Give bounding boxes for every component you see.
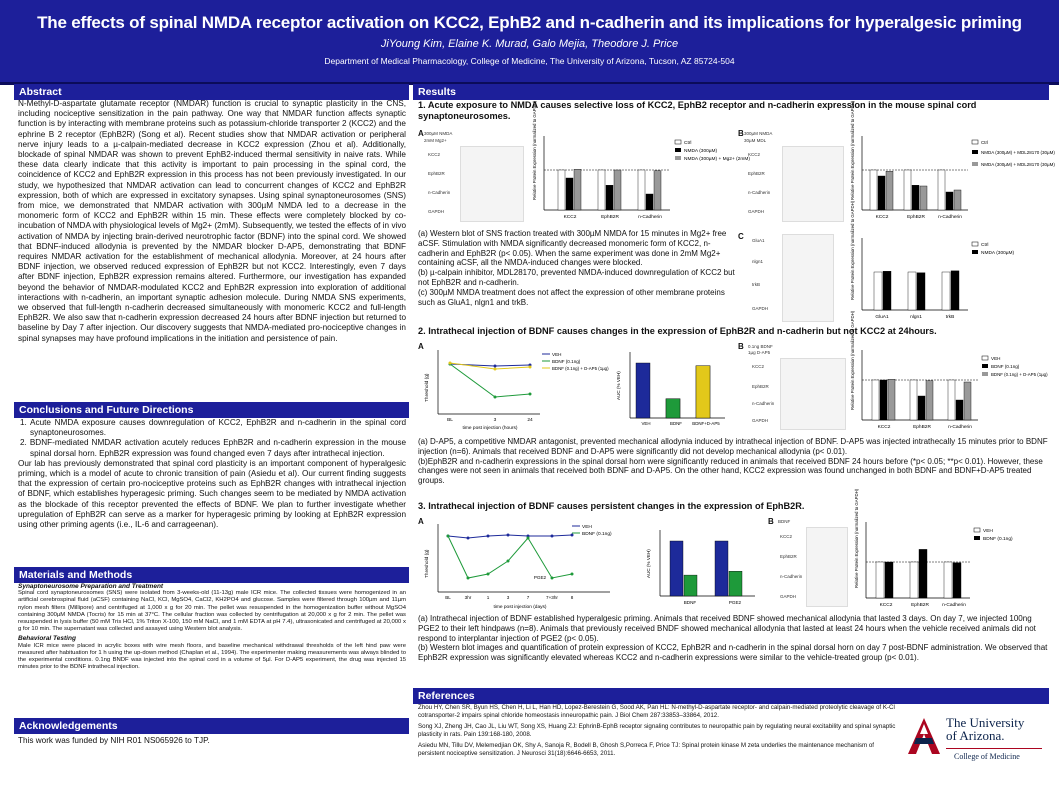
fig1a-row-mg: 2mM Mg2+ [424, 138, 447, 143]
references-heading: References [413, 688, 1049, 704]
fig1a-legend-ctrl: Ctrl [684, 141, 692, 146]
fig1b-blot-kcc2: KCC2 [748, 152, 761, 157]
fig1b-cat-kcc2: KCC2 [875, 215, 889, 220]
fig2a-bdnf-series-pt-2 [529, 393, 532, 396]
fig1b-legend-ctrl: Ctrl [981, 140, 988, 145]
cap2b: (b)EphB2R and n-cadherin expressions in the spinal dorsal horn were significantly reduced in animals that received BDNF 24 hours before (*p< 0.05; **p< 0.01). However, these changes were not seen in animals that received both BDNF and D-AP5. On the other hand, KCC2 expression was found unchanged in both BDNF and BDNF+D-AP5 treated groups. [418, 456, 1043, 486]
fig1c-legend-ctrl-swatch [972, 242, 978, 246]
f1bbars-bar-0-0 [870, 170, 877, 210]
methods-body [18, 583, 406, 671]
fig2a-xtick-24: 24 [527, 418, 533, 423]
f3auc-bar-1-1 [729, 571, 742, 596]
fig1a-legend-nmda-swatch [675, 148, 681, 152]
fig3b-blot [806, 527, 848, 607]
f1cbars-bar-2-1 [951, 271, 959, 310]
fig2b-blot-kcc2: KCC2 [752, 364, 765, 369]
fig3b-cat-ephb2r: EphB2R [911, 603, 929, 608]
fig3a-xtick-0: BL [445, 595, 451, 600]
fig1a-blot-gapdh: GAPDH [428, 209, 445, 214]
results-h3: 3. Intrathecal injection of BDNF causes persistent changes in the expression of EphB2R. [418, 501, 805, 511]
fig2b-blot-ephb2r: EphB2R [752, 384, 769, 389]
poster-authors: JiYoung Kim, Elaine K. Murad, Galo Mejia, Theodore J. Price [380, 38, 679, 50]
cap1a: (a) Western blot of SNS fraction treated with 300µM NMDA for 15 minutes in Mg2+ free aCSF. Stimulation with NMDA significantly decreased monomeric form of KCC2, n-cadherin and EphB2R (p< 0.05). When the same experiment was done in 2mM Mg2+ containing aCSF, all the NMDA-induced changes were blocked. [418, 229, 727, 268]
f3bbars-bar-1-1 [919, 549, 927, 598]
fig1a-legend-mg: NMDA (300µM) + Mg2+ (2mM) [684, 157, 750, 162]
fig1c-cat-nlgn1: nlgn1 [910, 315, 922, 320]
fig2b-blot-gapdh: GAPDH [752, 418, 769, 423]
f1abars-bar-0-1 [566, 178, 573, 210]
fig3b-chart [852, 488, 1048, 612]
ack-text: This work was funded by NIH R01 NS065926 to TJP. [18, 736, 210, 745]
fig3a-veh-series-pt-1 [467, 537, 470, 540]
f3bbars-bar-1-0 [910, 562, 918, 598]
fig1c-bars [874, 271, 959, 310]
methods-text2: Male ICR mice were placed in acrylic boxes with wire mesh floors, and baseline mechanical withdrawal thresholds of the left hind paw were measured after habituation for 1 h using the up-down method (Chaplan et al., 1994). The experimenter making measurements was always blinded to the experimental conditions. 0.1ng BNDF was injected into the spinal cord in a volume of 5µl. For D-AP5 experiment, the drug was injected 15 minutes prior to the BDNF intrathecal injection. [18, 642, 406, 671]
fig3b-cat-ncad: n-Cadherin [942, 603, 966, 608]
fig1b-row-mdl: 30µM MDL [744, 138, 767, 143]
fig2a-bdnf-series [450, 364, 530, 397]
fig2-caption [418, 437, 1048, 486]
conclusion-item-2: 2. BDNF-mediated NMDAR activation acutely reduces EphB2R and n-cadherin expression in the mouse spinal dorsal horn. EphB2R expression was found changed even 7 days after intrathecal injection. [20, 438, 406, 458]
f3auc-bar-0-1 [684, 575, 697, 596]
conclusion-item-2-text: BDNF-mediated NMDAR activation acutely reduces EphB2R and n-cadherin expression in the mouse spinal dorsal horn. EphB2R expression was found changed even 7 days after intrathecal injection. [29, 438, 406, 458]
f1abars-bar-2-2 [654, 171, 661, 210]
reference-1: Zhou HY, Chen SR, Byun HS, Chen H, Li L, Han HD, Lopez-Berestein G, Sood AK, Pan HL: N-methyl-D-aspartate receptor- and calpain-mediated proteolytic cleavage of K-Cl cotransporter-2 impairs spinal chloride homeostasis inneuropathic pain. J Biol Chem 287:33853–33864, 2012. [418, 704, 895, 719]
fig1b-chart [848, 100, 1055, 228]
fig1-caption [418, 229, 738, 307]
cap3a: (a) Intrathecal injection of BDNF established hyperalgesic priming. Animals that received BDNF showed mechanical allodynia that lasted 3 days. On day 7, we injected 100ng PGE2 to their left hindpaws (n=8). Animals that previously received BNDF showed mechanical allodynia that lasted at least 24 hours when the vehicle received animals did not respond to interplantar injection of PGE2 (p< 0.05). [418, 614, 1036, 643]
logo-line1: The University [946, 715, 1025, 730]
conclusions-heading: Conclusions and Future Directions [14, 402, 409, 418]
f1abars-bar-0-0 [558, 170, 565, 210]
fig1-label-a: A [418, 129, 424, 138]
university-logo [906, 714, 1046, 774]
results-h1: 1. Acute exposure to NMDA causes selective loss of KCC2, EphB2 receptor and n-cadherin expression in the mouse spinal cord synaptoneurosomes. [418, 100, 977, 121]
fig3a-xtick-5: 7+3hr [546, 595, 558, 600]
fig3a-bdnf-series-pt-2 [487, 573, 490, 576]
fig2b-cat-ephb2r: EphB2R [913, 425, 931, 430]
fig2b-ylabel: Relative Protein Expression (normalized to GAPDH) [850, 310, 855, 410]
f2bbars-bar-1-2 [926, 381, 933, 420]
fig3b-bars [876, 549, 961, 598]
f1bbars-bar-1-1 [912, 185, 919, 210]
f2bbars-bar-0-1 [880, 380, 887, 420]
fig3a-line-chart [420, 516, 610, 612]
abstract-text: N-Methyl-D-aspartate glutamate receptor (NMDAR) function is crucial to synaptic plasticity in the CNS, including nociceptive sensitization in the pain pathway. One way that NMDAR function affects synaptic function is by interacting with membrane proteins such as potassium-chloride transporter 2 (KCC2) and the ephrine B 2 receptor (EphB2R) (Song et al). Recent studies show that NMDAR activation or peripheral nerve injury leads to a µ-calpain-mediated decrease in KCC2 expression (Zhou et al). Additionally, blockade of spinal NMDAR was shown to prevent EphB2-induced thermal sensitivity in naive rats. While these data clearly indicate that this activity is important to pain processing in the spinal cord, the coincidence of KCC2 and EphB2R expression in this process has not been previously investigated. In our study, we hypothesized that NMDAR activation can lead to concurrent changes of KCC2 and EphB2R expression, both of which are expressed in excitatory synapses. Using spinal synaptoneurosomes (SNS) from mice, we demonstrated that NMDAR activation with 300µM NMDA led to a decrease in the monomeric form of KCC2 and EphB2R within 15 min. These effects were completely blocked by co-incubation of NMDA with physiological levels of Mg2+ (2mM). Subsequently, we tested the effects of in vivo activation of NMDA by injecting brain-derived neurotrophic factor (BDNF) into the spinal cord. We showed that BDNF-induced allodynia is prevented by the NMDAR blocker D-AP5, demonstrating that BDNF requires NMDAR activation for the establishment of mechanical allodynia. Moreover, at 24 hours after BDNF injection, we observed reduced expression of EphB2R but not KCC2. Interestingly, even 7 days after BDNF injection, EphB2R expression remains altered. Furthermore, our investigation has expanded beyond the behavior of NMDAR-modulated KCC2 and EphB2R expression into exploration of additional interactions with n-cadherin, an important synaptic adhesion molecule. During NMDA SNS experiments, we observed that full-length n-cadherin decreased simultaneously with monomeric KCC2 and full-length EphB2R. We also saw that n-cadherin expression decreased 24 hours after BDNF injection but returned to baseline by Day 7 after injection. Our discovery suggests that NMDA-mediated pro-nociceptive changes in spinal synapses may have profound implications in the initiation and persistence of pain. [18, 99, 406, 343]
poster-header [0, 0, 1059, 85]
references-list [418, 704, 898, 758]
reference-3: Asiedu MN, Tillu DV, Melemedjian OK, Shy A, Sanoja R, Bodell B, Ghosh S,Porreca F, Price TJ: Spinal protein kinase M zeta underlies the maintenance mechanism of persistent nociceptive sensitization. J Neurosci 31(18):6646-6653, 2011. [418, 742, 875, 757]
fig1a-blot-ephb2r: EphB2R [428, 171, 445, 176]
fig2b-legend-dap5: BDNF (0.1ng) + D-AP5 (1µg) [991, 372, 1048, 377]
fig3b-legend-bdnf-swatch [974, 536, 980, 540]
logo-text [946, 716, 1024, 742]
fig1b-ylabel: Relative Protein Expression (normalized to GAPDH) [850, 100, 855, 200]
fig2b-bars [872, 379, 971, 420]
conclusion-item-1-text: Acute NMDA exposure causes downregulation of KCC2, EphB2R and n-cadherin in the spinal cord synaptoneurosomes. [30, 418, 406, 438]
f3bbars-bar-0-0 [876, 562, 884, 598]
fig2a-dap5-series-pt-1 [494, 368, 497, 371]
f1abars-bar-2-0 [638, 170, 645, 210]
cap1c: (c) 300µM NMDA treatment does not affect the expression of other membrane proteins such as GluA1, nlgn1 and trkB. [418, 287, 725, 307]
fig2a-xlabel: time post injection (hours) [462, 426, 518, 431]
fig2a-auc-bars [636, 363, 710, 418]
f1cbars-bar-1-1 [917, 273, 925, 310]
ack-heading: Acknowledgements [14, 718, 409, 734]
fig1c-blot [782, 234, 834, 322]
fig2b-blot [780, 358, 846, 430]
fig3a-auc-cat-pge: PGE2 [728, 600, 742, 605]
logo-line3: College of Medicine [954, 752, 1020, 761]
f1bbars-bar-2-2 [954, 190, 961, 210]
fig1a-bars [558, 169, 661, 210]
fig3a-bdnf-series-pt-5 [551, 577, 554, 580]
f1cbars-bar-0-0 [874, 272, 882, 310]
fig1a-legend-mg-swatch [675, 156, 681, 160]
fig1c-blot-gapdh: GAPDH [752, 306, 769, 311]
fig2a-auc-cat-dap5: BDNF+D-AP5 [692, 421, 720, 426]
fig2b-row-dap5: 1µg D-AP5 [748, 350, 771, 355]
fig2a-auc-chart [610, 346, 732, 432]
f1bbars-bar-2-0 [938, 170, 945, 210]
fig1c-blot-nlgn1: nlgn1 [752, 259, 764, 264]
fig2a-line-chart [420, 342, 608, 434]
fig3b-cat-kcc2: KCC2 [879, 603, 893, 608]
fig1a-chart [530, 100, 750, 228]
fig2a-bdnf-series-pt-1 [494, 396, 497, 399]
f1cbars-bar-2-0 [942, 272, 950, 310]
f2bbars-bar-0-0 [872, 380, 879, 420]
fig2-label-b: B [738, 342, 744, 351]
fig1a-blot-kcc2: KCC2 [428, 152, 441, 157]
fig3a-xlabel: time post injection (days) [493, 605, 547, 610]
cap3b: (b) Western blot images and quantification of protein expression of KCC2, EphB2R and n-cadherin in the spinal dorsal horn on day 7 post-BDNF administration. We observed that EphB2R expression was significantly elevated whereas KCC2 and n-cadherin expressions were similar to the vehicle-treated group (p< 0.01). [418, 643, 1048, 663]
f3bbars-bar-0-1 [885, 562, 893, 598]
f2bbars-bar-2-2 [964, 382, 971, 420]
f1abars-bar-1-1 [606, 185, 613, 210]
fig3a-xtick-2: 1 [486, 595, 490, 600]
fig3a-bdnf-series [448, 536, 572, 578]
fig1c-ylabel: Relative Protein Expression (normalized to GAPDH) [850, 200, 855, 300]
fig2a-xtick-3: 3 [493, 418, 497, 423]
fig3b-legend-veh-swatch [974, 528, 980, 532]
conclusions-body [18, 418, 406, 530]
poster-department: Department of Medical Pharmacology, College of Medicine, The University of Arizona, Tucson, AZ 85724-504 [324, 56, 735, 66]
fig3a-legend-bdnf: BDNF (0.1ng) [582, 532, 612, 537]
fig2b-cat-kcc2: KCC2 [877, 425, 891, 430]
fig2a-legend-bdnf: BDNF (0.1ng) [552, 359, 581, 364]
cap1b: (b) µ-calpain inhibitor, MDL28170, prevented NMDA-induced downregulation of KCC2 but not EphB2R and n-cadherin. [418, 268, 735, 287]
fig1b-row-nmda: 300µM NMDA [744, 131, 773, 136]
fig3b-legend-veh: VEH [983, 529, 993, 534]
f1bbars-bar-1-0 [904, 170, 911, 210]
fig2a-auc-ylabel: AUC (% VEH) [616, 371, 621, 400]
fig3a-xtick-1: 3hr [464, 595, 472, 600]
f1bbars-bar-2-1 [946, 192, 953, 210]
fig3a-bdnf-series-pt-0 [447, 535, 450, 538]
f2bbars-bar-2-0 [948, 380, 955, 420]
fig3a-auc-chart [640, 524, 762, 612]
fig3a-legend-veh: VEH [582, 525, 592, 530]
fig3a-xtick-6: 8 [570, 595, 574, 600]
fig1b-blot-gapdh: GAPDH [748, 209, 765, 214]
fig3a-pge-label: PGE2 [533, 575, 547, 580]
fig2a-series [449, 362, 532, 399]
fig1c-cat-glua1: GluA1 [875, 315, 889, 320]
f3auc-bar-1-0 [715, 541, 728, 596]
fig3a-auc-bars [670, 541, 742, 596]
reference-2: Song XJ, Zheng JH, Cao JL, Liu WT, Song XS, Huang ZJ: EphrinB-EphB receptor signaling contributes to neuropathic pain by regulating neural excitability and spinal synaptic plasticity in rats. Pain 139:168-180, 2008. [418, 723, 896, 738]
fig1-label-b: B [738, 129, 744, 138]
fig3a-auc-ylabel: AUC (% VEH) [646, 549, 651, 578]
f1abars-bar-1-0 [598, 170, 605, 210]
fig1-label-c: C [738, 232, 744, 241]
fig2b-legend-veh-swatch [982, 356, 988, 360]
fig1b-legend-a-swatch [972, 150, 978, 154]
fig1c-blot-trkb: trkB [752, 282, 761, 287]
cap2a: (a) D-AP5, a competitive NMDAR antagonist, prevented mechanical allodynia induced by intrathecal injection of BDNF. D-AP5 was injected intrathecally 15 minutes prior to BDNF injection (n=6). Animals that received BDNF and D-AP5 were significantly did not develop mechanical allodynia (p< 0.01). [418, 437, 1048, 456]
fig3-label-b: B [768, 517, 774, 526]
fig1c-blot-glua1: GluA1 [752, 238, 765, 243]
fig1b-blot-ephb2r: EphB2R [748, 171, 765, 176]
abstract-heading: Abstract [14, 84, 409, 100]
fig2a-dap5-series-pt-0 [449, 362, 452, 365]
f2bbars-bar-1-0 [910, 380, 917, 420]
fig2a-legend-dap5: BDNF (0.1ng) + D-AP5 (1µg) [552, 366, 609, 371]
methods-sub1: Synaptoneurosome Preparation and Treatment [18, 583, 164, 590]
fig1a-cat-ncad: n-Cadherin [638, 215, 662, 220]
f1abars-bar-1-2 [614, 170, 621, 210]
fig2b-legend-bdnf: BDNF (0.1ng) [991, 364, 1020, 369]
fig3b-ylabel: Relative Protein Expression (normalized to GAPDH) [854, 488, 859, 588]
f3auc-bar-0-0 [670, 541, 683, 596]
fig3a-xticks [445, 595, 574, 600]
fig1a-cat-kcc2: KCC2 [563, 215, 577, 220]
f3bbars-bar-2-1 [953, 563, 961, 598]
f2bbars-bar-1-1 [918, 396, 925, 420]
fig1b-legend-a: NMDA (300µM) + MDL28170 (30µM) [981, 150, 1055, 155]
fig3a-series [447, 534, 574, 580]
fig3a-bdnf-series-pt-4 [527, 537, 530, 540]
fig1b-bars [870, 170, 961, 210]
logo-line2: of Arizona. [946, 728, 1005, 743]
fig1b-cat-ncad: n-Cadherin [938, 215, 962, 220]
fig2b-row-bdnf: 0.1ng BDNF [748, 344, 773, 349]
f1cbars-bar-1-0 [908, 272, 916, 310]
fig2b-blot-ncad: n-Cadherin [752, 401, 775, 406]
fig2b-legend-veh: VEH [991, 356, 1001, 361]
fig1b-cat-ephb2r: EphB2R [907, 215, 925, 220]
fig1c-legend-nmda-swatch [972, 250, 978, 254]
fig1b-blot [782, 146, 844, 222]
fig2a-auc-cat-bdnf: BDNF [670, 421, 682, 426]
poster-title: The effects of spinal NMDA receptor activation on KCC2, EphB2 and n-cadherin and its implications for hyperalgesic priming [37, 13, 1022, 32]
f1bbars-bar-0-1 [878, 176, 885, 210]
fig3a-bdnf-series-pt-3 [507, 560, 510, 563]
methods-heading: Materials and Methods [14, 567, 409, 583]
fig3b-blot-kcc2: KCC2 [780, 534, 793, 539]
fig1c-legend-ctrl: Ctrl [981, 243, 989, 248]
f3bbars-bar-2-0 [944, 562, 952, 598]
fig1a-legend-ctrl-swatch [675, 140, 681, 144]
conclusion-paragraph: Our lab has previously demonstrated that spinal cord plasticity is an important component of hyperalgesic priming, which is a model of acute to chronic transition of pain (Asiedu et al). Our current finding suggests that the expression of certain pro-nociceptive proteins such as EphB2R changes with intrathecal injection of BDNF, which establishes hyperagesic priming. Such changes seem to be mediated by NMDA activation as the blockade of this receptor prevented the effects of BDNF. We plan to further investigate whether upregulation of EphB2R can serve as a marker for hyperagesic priming by looking at EphB2R expression using other priming agents (i.e., IL-6 and carrageenan). [18, 458, 406, 530]
fig2-label-a: A [418, 342, 424, 351]
f1bbars-bar-1-2 [920, 186, 927, 210]
f1abars-bar-2-1 [646, 194, 653, 210]
fig2b-cat-ncad: n-Cadherin [948, 425, 972, 430]
fig3a-bdnf-series-pt-1 [467, 577, 470, 580]
fig3-label-a: A [418, 517, 424, 526]
fig2a-veh-series-pt-1 [494, 365, 497, 368]
fig3b-blot-ncad: n-Cadherin [780, 574, 803, 579]
fig3b-blot-ephb2r: EphB2R [780, 554, 797, 559]
fig3b-legend-bdnf: BDNF (0.1ng) [983, 537, 1013, 542]
f1cbars-bar-0-1 [883, 271, 891, 310]
f2auc-bar-0-0 [636, 363, 650, 418]
results-h2: 2. Intrathecal injection of BDNF causes changes in the expression of EphB2R and n-cadherin but not KCC2 at 24hours. [418, 326, 937, 336]
fig3a-veh-series-pt-5 [551, 535, 554, 538]
fig3a-xtick-4: 7 [526, 595, 530, 600]
fig3a-bdnf-series-pt-6 [571, 573, 574, 576]
arizona-a-logo-icon [906, 716, 942, 756]
fig1b-blot-ncad: n-Cadherin [748, 190, 771, 195]
fig1b-legend-b: NMDA (300µM) + MDL28170 (30µM) [981, 162, 1055, 167]
fig2a-xtick-bl: BL [447, 418, 453, 423]
fig3a-veh-series-pt-2 [487, 535, 490, 538]
fig1a-row-nmda: 300µM NMDA [424, 131, 453, 136]
fig1a-ylabel: Relative Protein Expression (normalized to GAPDH) [532, 100, 537, 200]
f2bbars-bar-2-1 [956, 400, 963, 420]
methods-text1: Spinal cord synaptoneurosomes (SNS) were isolated from 3-weeks-old (11-13g) male ICR mice. The collected tissues were homogenized in an artificial cerebrospinal fluid (aCSF) containing NaCl, KCl, MgSO4, CaCl2, KH2PO4 and glucose. Samples were filtered through 100µm and 11µm nylon mesh filters (Millipore) and centrifuged at 1,000 x g for 20 min. The pellet was resuspended in the homogenization buffer without MgSO4 containing 300µM NMDA (Tocris) for 15 min at 37°C. The cellular fraction was collected by centrifugation at 20,000 x g for 2 min. The pellet was resuspended in lysis buffer (50 mM Tris HCl, 1% Triton X-100, 150 mM NaCl, and 1 mM EDTA at pH 7.4), ultrasonicated and centrifuged at 20,000 x g for 10 min. The supernatant was collected and assayed using Western blot analysis. [18, 590, 406, 633]
fig1a-blot [460, 146, 524, 222]
fig2a-dap5-series-pt-2 [529, 366, 532, 369]
fig3a-veh-series-pt-6 [571, 534, 574, 537]
fig1a-legend-nmda: NMDA (300µM) [684, 149, 718, 154]
fig3a-ylabel: Threshold (g) [425, 549, 430, 578]
fig2a-ylabel: Threshold (g) [425, 373, 430, 402]
f2auc-bar-0-0 [696, 366, 710, 418]
fig3b-row-bdnf: BDNF [778, 519, 791, 524]
f2auc-bar-0-0 [666, 399, 680, 418]
fig1b-legend-ctrl-swatch [972, 140, 978, 144]
fig1a-blot-ncad: n-Cadherin [428, 190, 451, 195]
fig3b-blot-gapdh: GAPDH [780, 594, 797, 599]
fig3-caption [418, 614, 1048, 663]
f1bbars-bar-0-2 [886, 171, 893, 210]
fig1c-cat-trkb: trkB [945, 315, 955, 320]
f2bbars-bar-0-2 [888, 379, 895, 420]
fig1a-cat-ephb2r: EphB2R [601, 215, 619, 220]
fig2a-legend-veh: VEH [552, 352, 562, 357]
fig3a-auc-cat-bdnf: BDNF [683, 600, 697, 605]
fig1b-legend-b-swatch [972, 162, 978, 166]
fig3a-xtick-3: 3 [506, 595, 510, 600]
f1abars-bar-0-2 [574, 169, 581, 210]
fig2a-auc-cat-veh: VEH [641, 421, 651, 426]
conclusion-item-1: 1. Acute NMDA exposure causes downregulation of KCC2, EphB2R and n-cadherin in the spinal cord synaptoneurosomes. [20, 418, 406, 438]
fig2b-legend-bdnf-swatch [982, 364, 988, 368]
fig2b-legend-dap5-swatch [982, 372, 988, 376]
methods-sub2: Behavioral Testing [18, 635, 76, 643]
results-heading: Results [413, 84, 1049, 100]
fig3a-veh-series-pt-3 [507, 534, 510, 537]
fig1c-legend-nmda: NMDA (300µM) [981, 251, 1015, 256]
